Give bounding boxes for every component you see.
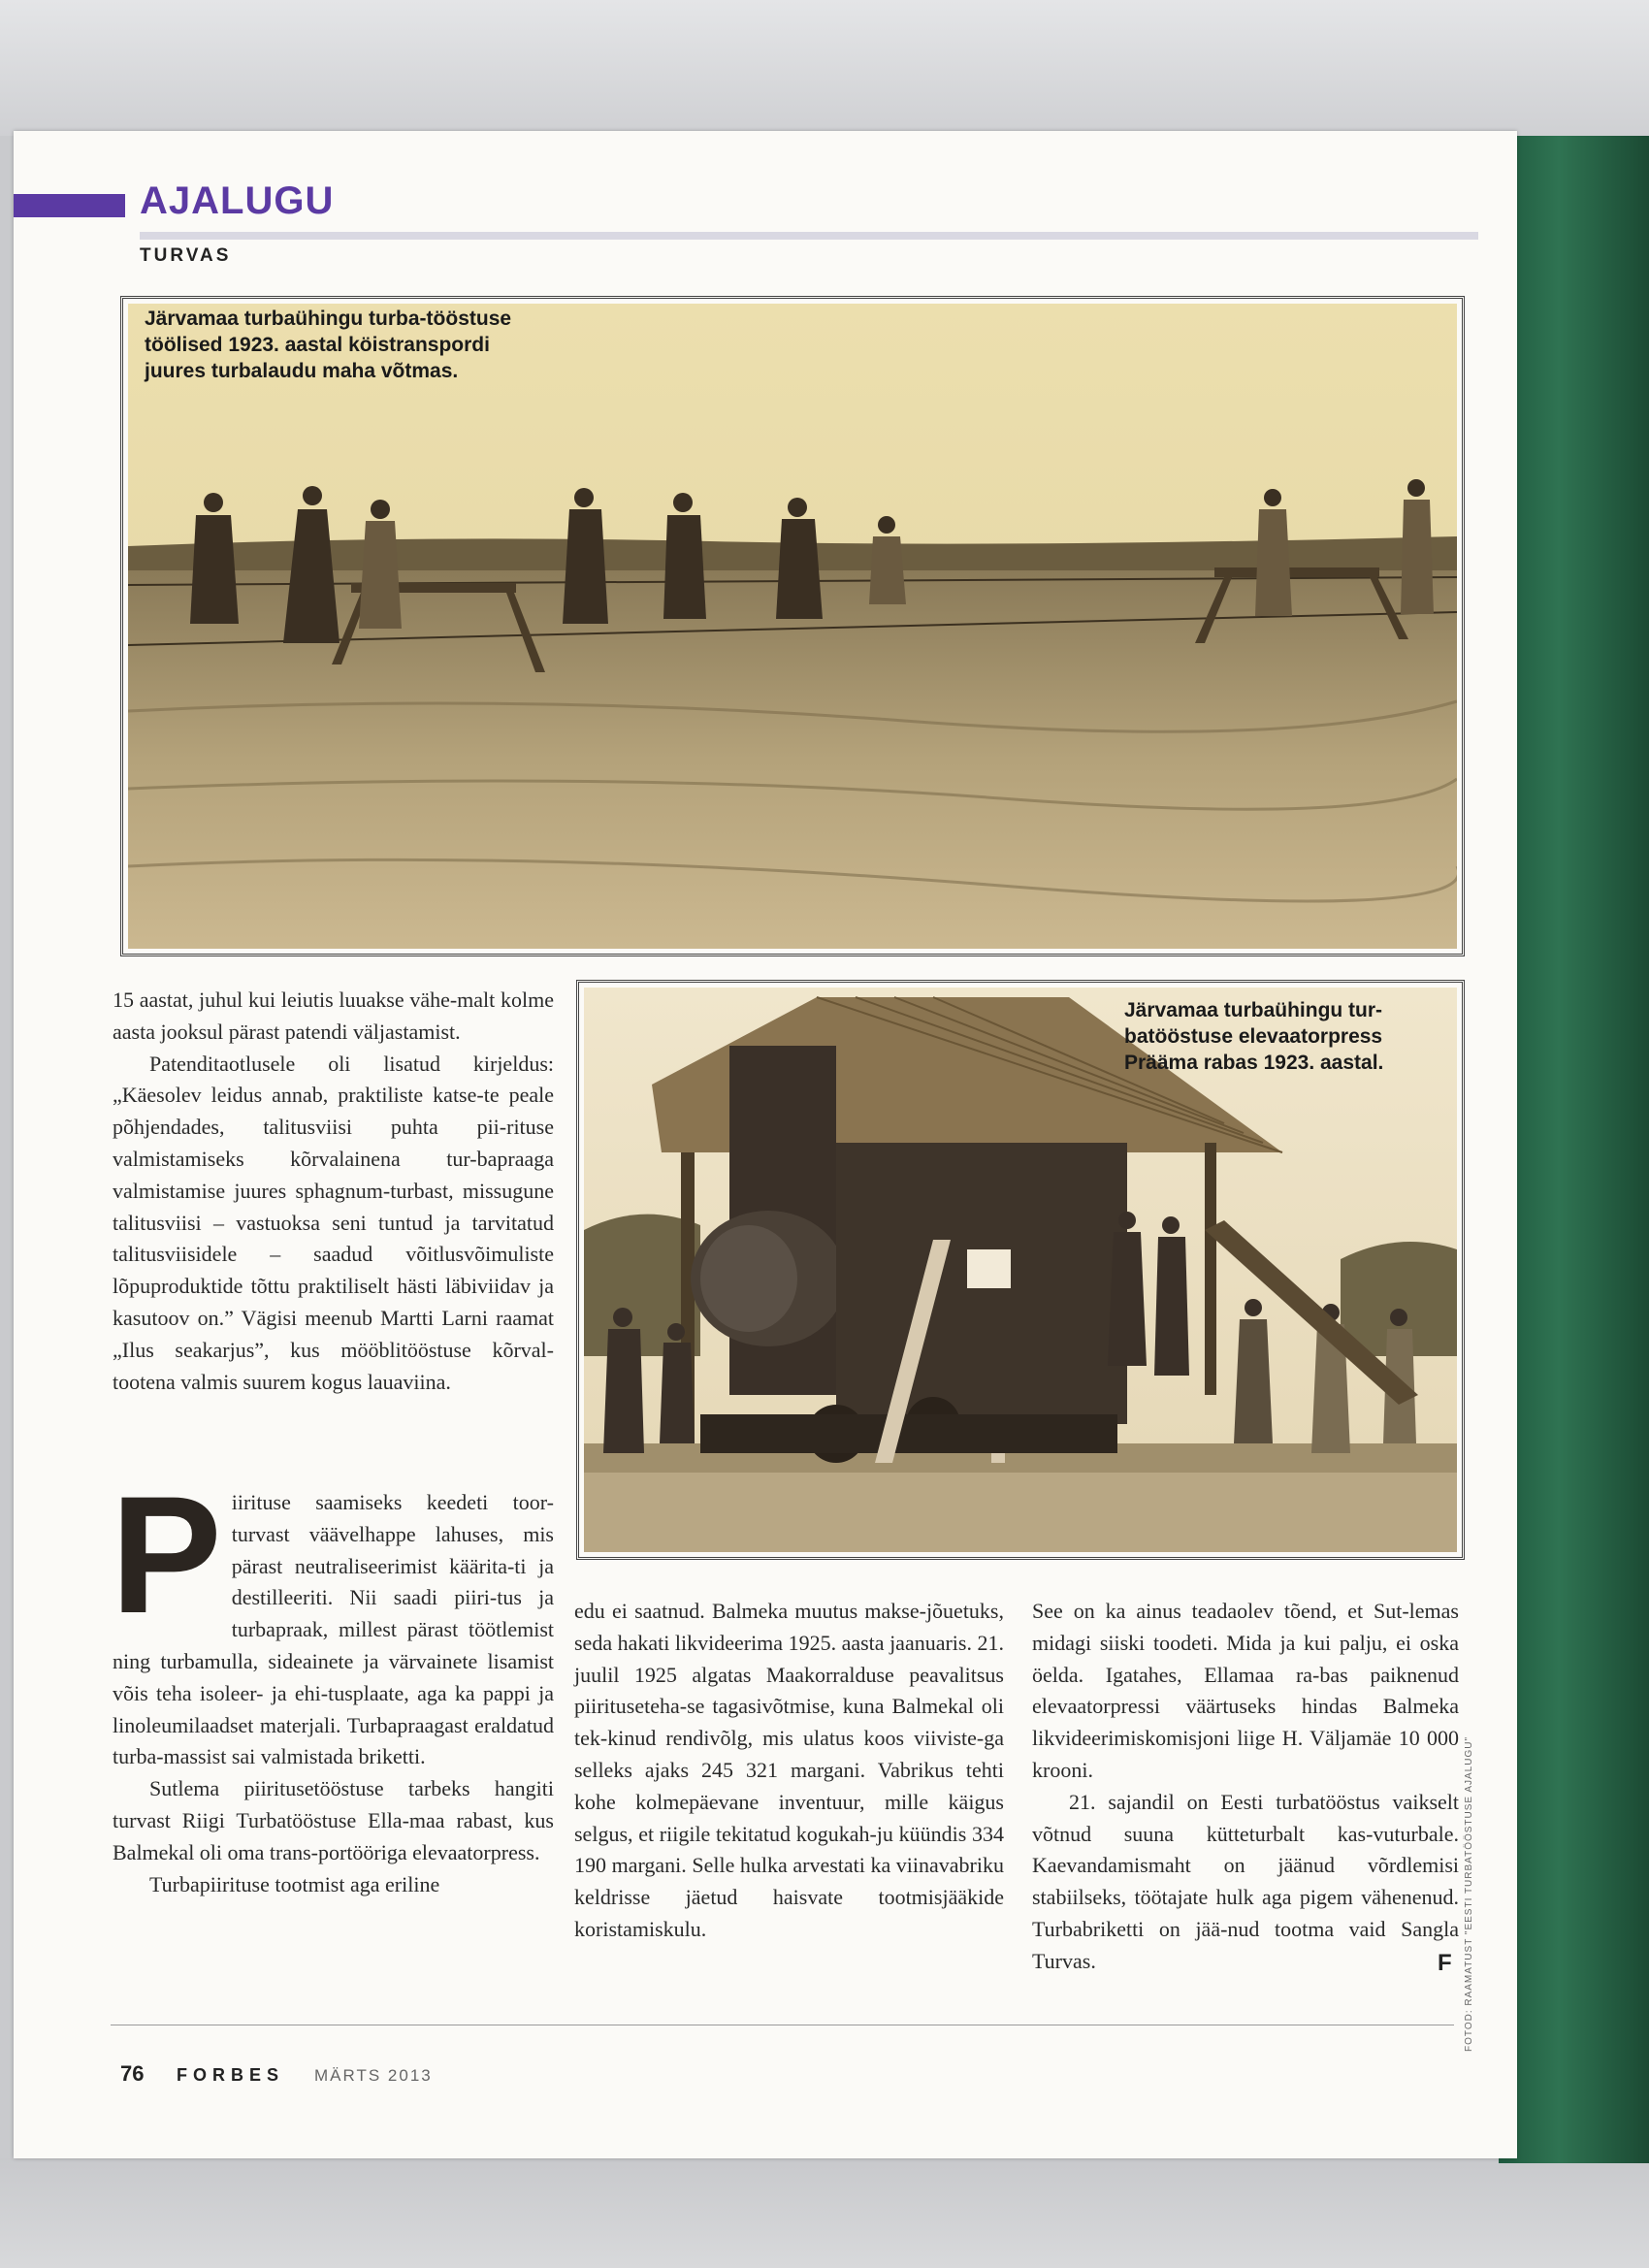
col1-paragraph-5: Turbapiirituse tootmist aga eriline [149, 1871, 440, 1896]
middle-photo-caption: Järvamaa turbaühingu tur-batööstuse elevaatorpress Prääma rabas 1923. aastal. [1124, 999, 1384, 1074]
photo-credit: FOTOD: RAAMATUST "EESTI TURBATÖÖSTUSE AJALUGU" [1464, 1736, 1474, 2052]
col2-paragraph-1: edu ei saatnud. Balmeka muutus makse-jõuetuks, seda hakati likvideerima 1925. aasta jaanuaris. 21. juulil 1925 algatas Maakorralduse peavalitsus piiritusetehа-se tagasivõtmise, kuna Balmekal oli tek-kinud rendivõlg, mis ulatus koos viiviste-ga selleks ajaks 245 321 margani. Vabrikus tehti kohe kolmepäevane inventuur, mille käigus selgus, et riigile tekitatud kogukah-ju küündis 334 190 margani. Selle hulka arvestati ka viinavabriku keldrisse jäetud haisvate tootmisjääkide koristamiskulu. [574, 1599, 1004, 1941]
column-3 [1032, 1596, 1459, 1978]
drop-cap: P [111, 1462, 222, 1648]
magazine-page [14, 131, 1517, 2158]
top-photo [120, 296, 1465, 956]
column-1-lower [111, 1462, 554, 1900]
section-title: AJALUGU [140, 179, 335, 222]
magazine-spine [1499, 136, 1649, 2163]
column-1 [113, 985, 554, 1398]
section-color-bar [14, 194, 125, 217]
col3-paragraph-2: 21. sajandil on Eesti turbatööstus vaikselt võtnud suuna kütteturbalt kas-vuturbale. Kaevandamismaht on jäänud võrdlemisi stabiilseks, töötajate hulk aga pigem vähenenud. Turbabriketti on jää-nud tootma vaid Sangla Turvas. [1032, 1789, 1459, 1973]
section-subtitle: TURVAS [140, 245, 232, 266]
peat-workers-image [128, 304, 1457, 949]
end-mark: F [1438, 1950, 1452, 1976]
col1-paragraph-1: 15 aastat, juhul kui leiutis luuakse vähe-malt kolme aasta jooksul pärast patendi väljastamist. [113, 988, 554, 1044]
scan-background-bottom [0, 2158, 1649, 2268]
scan-background-top [0, 0, 1649, 136]
column-2 [574, 1596, 1004, 1946]
top-photo-caption: Järvamaa turbaühingu turba-tööstuse töölised 1923. aastal köistranspordi juures turbalaudu maha võtmas. [145, 308, 512, 382]
col3-paragraph-1: See on ka ainus teadaolev tõend, et Sut-lemas midagi siiski toodeti. Mida ja kui palju, ei oska öelda. Igatahes, Ellamaa ra-bas paiknenud elevaatorpressi väärtuseks hindas Balmeka likvideerimiskomisjoni liige H. Väljamäe 10 000 krooni. [1032, 1599, 1459, 1782]
section-rule [140, 232, 1478, 240]
col1-paragraph-3: iirituse saamiseks keedeti toor-turvast väävelhappe lahuses, mis pärast neutraliseerimist käärita-ti ja destilleeriti. Nii saadi piiri-tus ja turbapraak, millest pärast töötlemist ning turbamulla, sideainete ja värvainete lisamist võis teha isoleer- ja ehi-tusplaate, aga ka pappi ja linoleumilaadset materjali. Turbapraagast eraldatud turba-massist sai valmistada briketti. [113, 1490, 554, 1769]
magazine-name: FORBES [177, 2065, 285, 2085]
issue-date: MÄRTS 2013 [314, 2066, 433, 2085]
col1-paragraph-2: Patenditaotlusele oli lisatud kirjeldus: „Käesolev leidus annab, praktiliste katse-te peale põhjendades, talitusviisi puhta pii-rituse valmistamiseks kõrvalainena tur-bapraaga valmistamise juures sphagnum-turbast, missugune talitusviisi – vastuoksa seni tuntud ja tarvitatud talitusviisidele – saadud võitlusvõimuliste lõpuproduktide tõttu praktiliselt hästi läbiviidav ja kasutoov on.” Vägisi meenub Martti Larni raamat „Ilus seakarjus”, kus mööblitööstuse kõrval-tootena valmis suurem kogus lauaviina. [113, 1051, 554, 1394]
page-number: 76 [120, 2061, 145, 2086]
col1-paragraph-4: Sutlema piiritusetööstuse tarbeks hangiti turvast Riigi Turbatööstuse Ella-maa rabast, kus Balmekal oli oma trans-portööriga elevaatorpress. [113, 1776, 554, 1864]
dropcap-paragraph [111, 1462, 554, 1773]
